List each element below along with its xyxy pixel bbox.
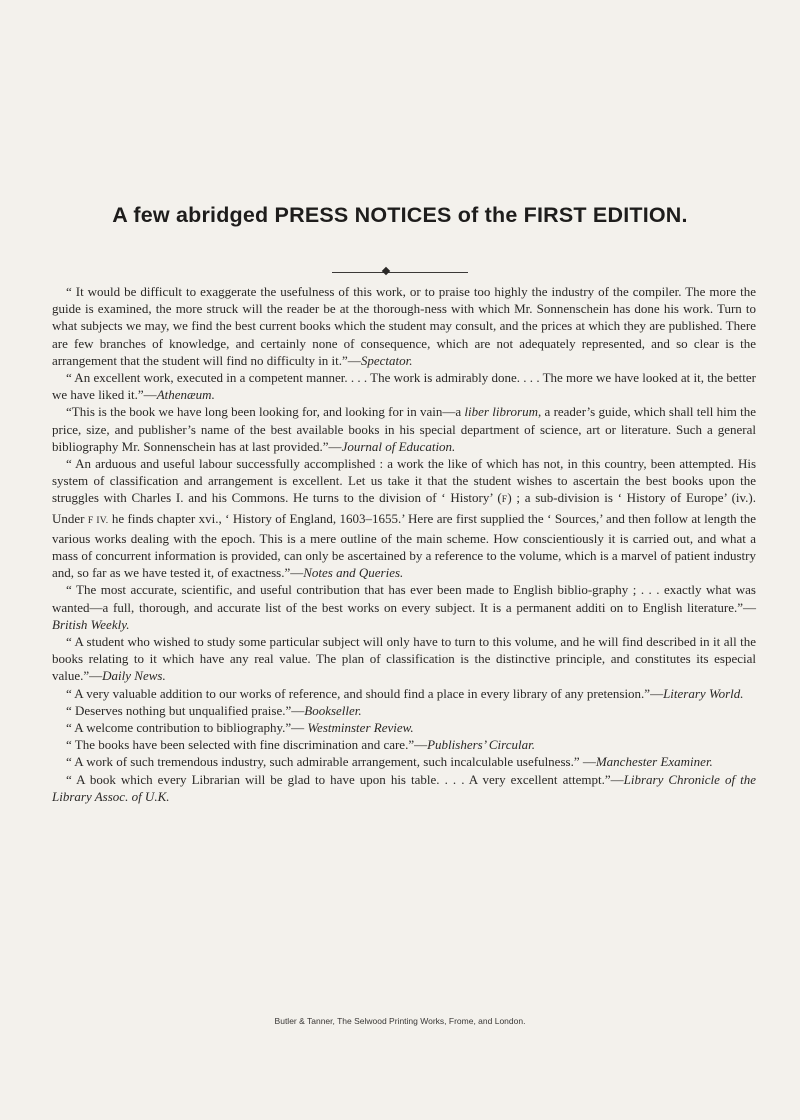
notice-source: Literary World.: [663, 685, 744, 701]
page-title: A few abridged PRESS NOTICES of the FIRST EDITION.: [112, 203, 688, 227]
notice-source: Manchester Examiner.: [595, 754, 713, 770]
notice-westminster-review: “ A welcome contribution to bibliography.”— Westminster Review.: [66, 720, 414, 736]
notice-source: Athenæum.: [156, 387, 215, 403]
notice-daily-news: “ A student who wished to study some particular subject will only have to turn to this volume, and he will find described in it all the books relating to it which have any real value. The plan of classification is the distinctive principle, and constitutes its especial value.”—Daily News.: [52, 634, 756, 684]
notice-library-chronicle: “ A book which every Librarian will be glad to have upon his table. . . . A very excellent attempt.”—Library Chronicle of the Library Assoc. of U.K.: [52, 771, 756, 804]
notice-athenaeum: “ An excellent work, executed in a competent manner. . . . The work is admirably done. . . . The more we have looked at it, the better we have liked it.”—Athenæum.: [52, 370, 756, 403]
printer-imprint: Butler & Tanner, The Selwood Printing Works, Frome, and London.: [274, 1016, 526, 1026]
notice-source: British Weekly.: [52, 616, 130, 632]
notice-source: Daily News.: [102, 668, 166, 684]
rule-line: [332, 272, 468, 273]
notice-journal-of-education: “This is the book we have long been looking for, and looking for in vain—a liber librorum, a reader’s guide, which shall tell him the price, size, and publisher’s name of the best available books in his special department of science, art or literature. Such a general bibliography Mr. Sonnenschein has at last provided.”—Journal of Education.: [52, 404, 756, 454]
notice-manchester-examiner: “ A work of such tremendous industry, such admirable arrangement, such incalculable usefulness.” —Manchester Examiner.: [66, 754, 713, 770]
notice-notes-and-queries: “ An arduous and useful labour successfully accomplished : a work the like of which has not, in this country, been attempted. His system of classification and arrangement is excellent. Let us take it that the student wishes to ascertain the best books upon the struggles with Charles I. and his Commons. He turns to the division of ‘ History’ (F) ; a sub-division is ‘ History of Europe’ (iv.). Under F IV. he finds chapter xvi., ‘ History of England, 1603–1655.’ Here are first supplied the ‘ Sources,’ and then follow at length the various works dealing with the epoch. This is a mere outline of the main scheme. How conscientiously it is carried out, and what a mass of concurrent information is provided, can only be ascertained by a reference to the volume, which is a marvel of patient industry and, so far as we have tested it, of exactness.”—Notes and Queries.: [52, 456, 757, 581]
notice-source: Library Chronicle of the Library Assoc. of U.K.: [52, 771, 756, 804]
notice-british-weekly: “ The most accurate, scientific, and useful contribution that has ever been made to English biblio-graphy ; . . . exactly what was wanted—a full, thorough, and accurate list of the best works on every subject. It is a permanent additi on to English literature.”—British Weekly.: [52, 582, 756, 632]
notice-publishers-circular: “ The books have been selected with fine discrimination and care.”—Publishers’ Circular.: [66, 737, 535, 753]
notice-bookseller: “ Deserves nothing but unqualified praise.”—Bookseller.: [66, 702, 362, 718]
notice-source: Spectator.: [360, 352, 413, 368]
diamond-icon: [382, 267, 390, 275]
notice-spectator: “ It would be difficult to exaggerate the usefulness of this work, or to praise too highly the industry of the compiler. The more the guide is examined, the more struck will the reader be at the thorough-ness with which Mr. Sonnenschein has done his work. Turn to what subjects we may, we find the best current books which the student may consult, and the prices at which they are published. There are few branches of knowledge, and certainly none of consequence, which are not adequately represented, and so clear is the arrangement that the student will find no difficulty in it.”—Spectator.: [52, 284, 756, 368]
notice-source: Bookseller.: [304, 702, 362, 718]
ornamental-rule: [332, 268, 468, 276]
notice-source: Westminster Review.: [307, 720, 414, 736]
notices-body: [52, 283, 756, 805]
notice-literary-world: “ A very valuable addition to our works of reference, and should find a place in every library of any pretension.”—Literary World.: [66, 685, 744, 701]
notice-source: Notes and Queries.: [303, 565, 404, 581]
notice-source: Publishers’ Circular.: [427, 737, 535, 753]
notice-source: Journal of Education.: [341, 438, 456, 454]
